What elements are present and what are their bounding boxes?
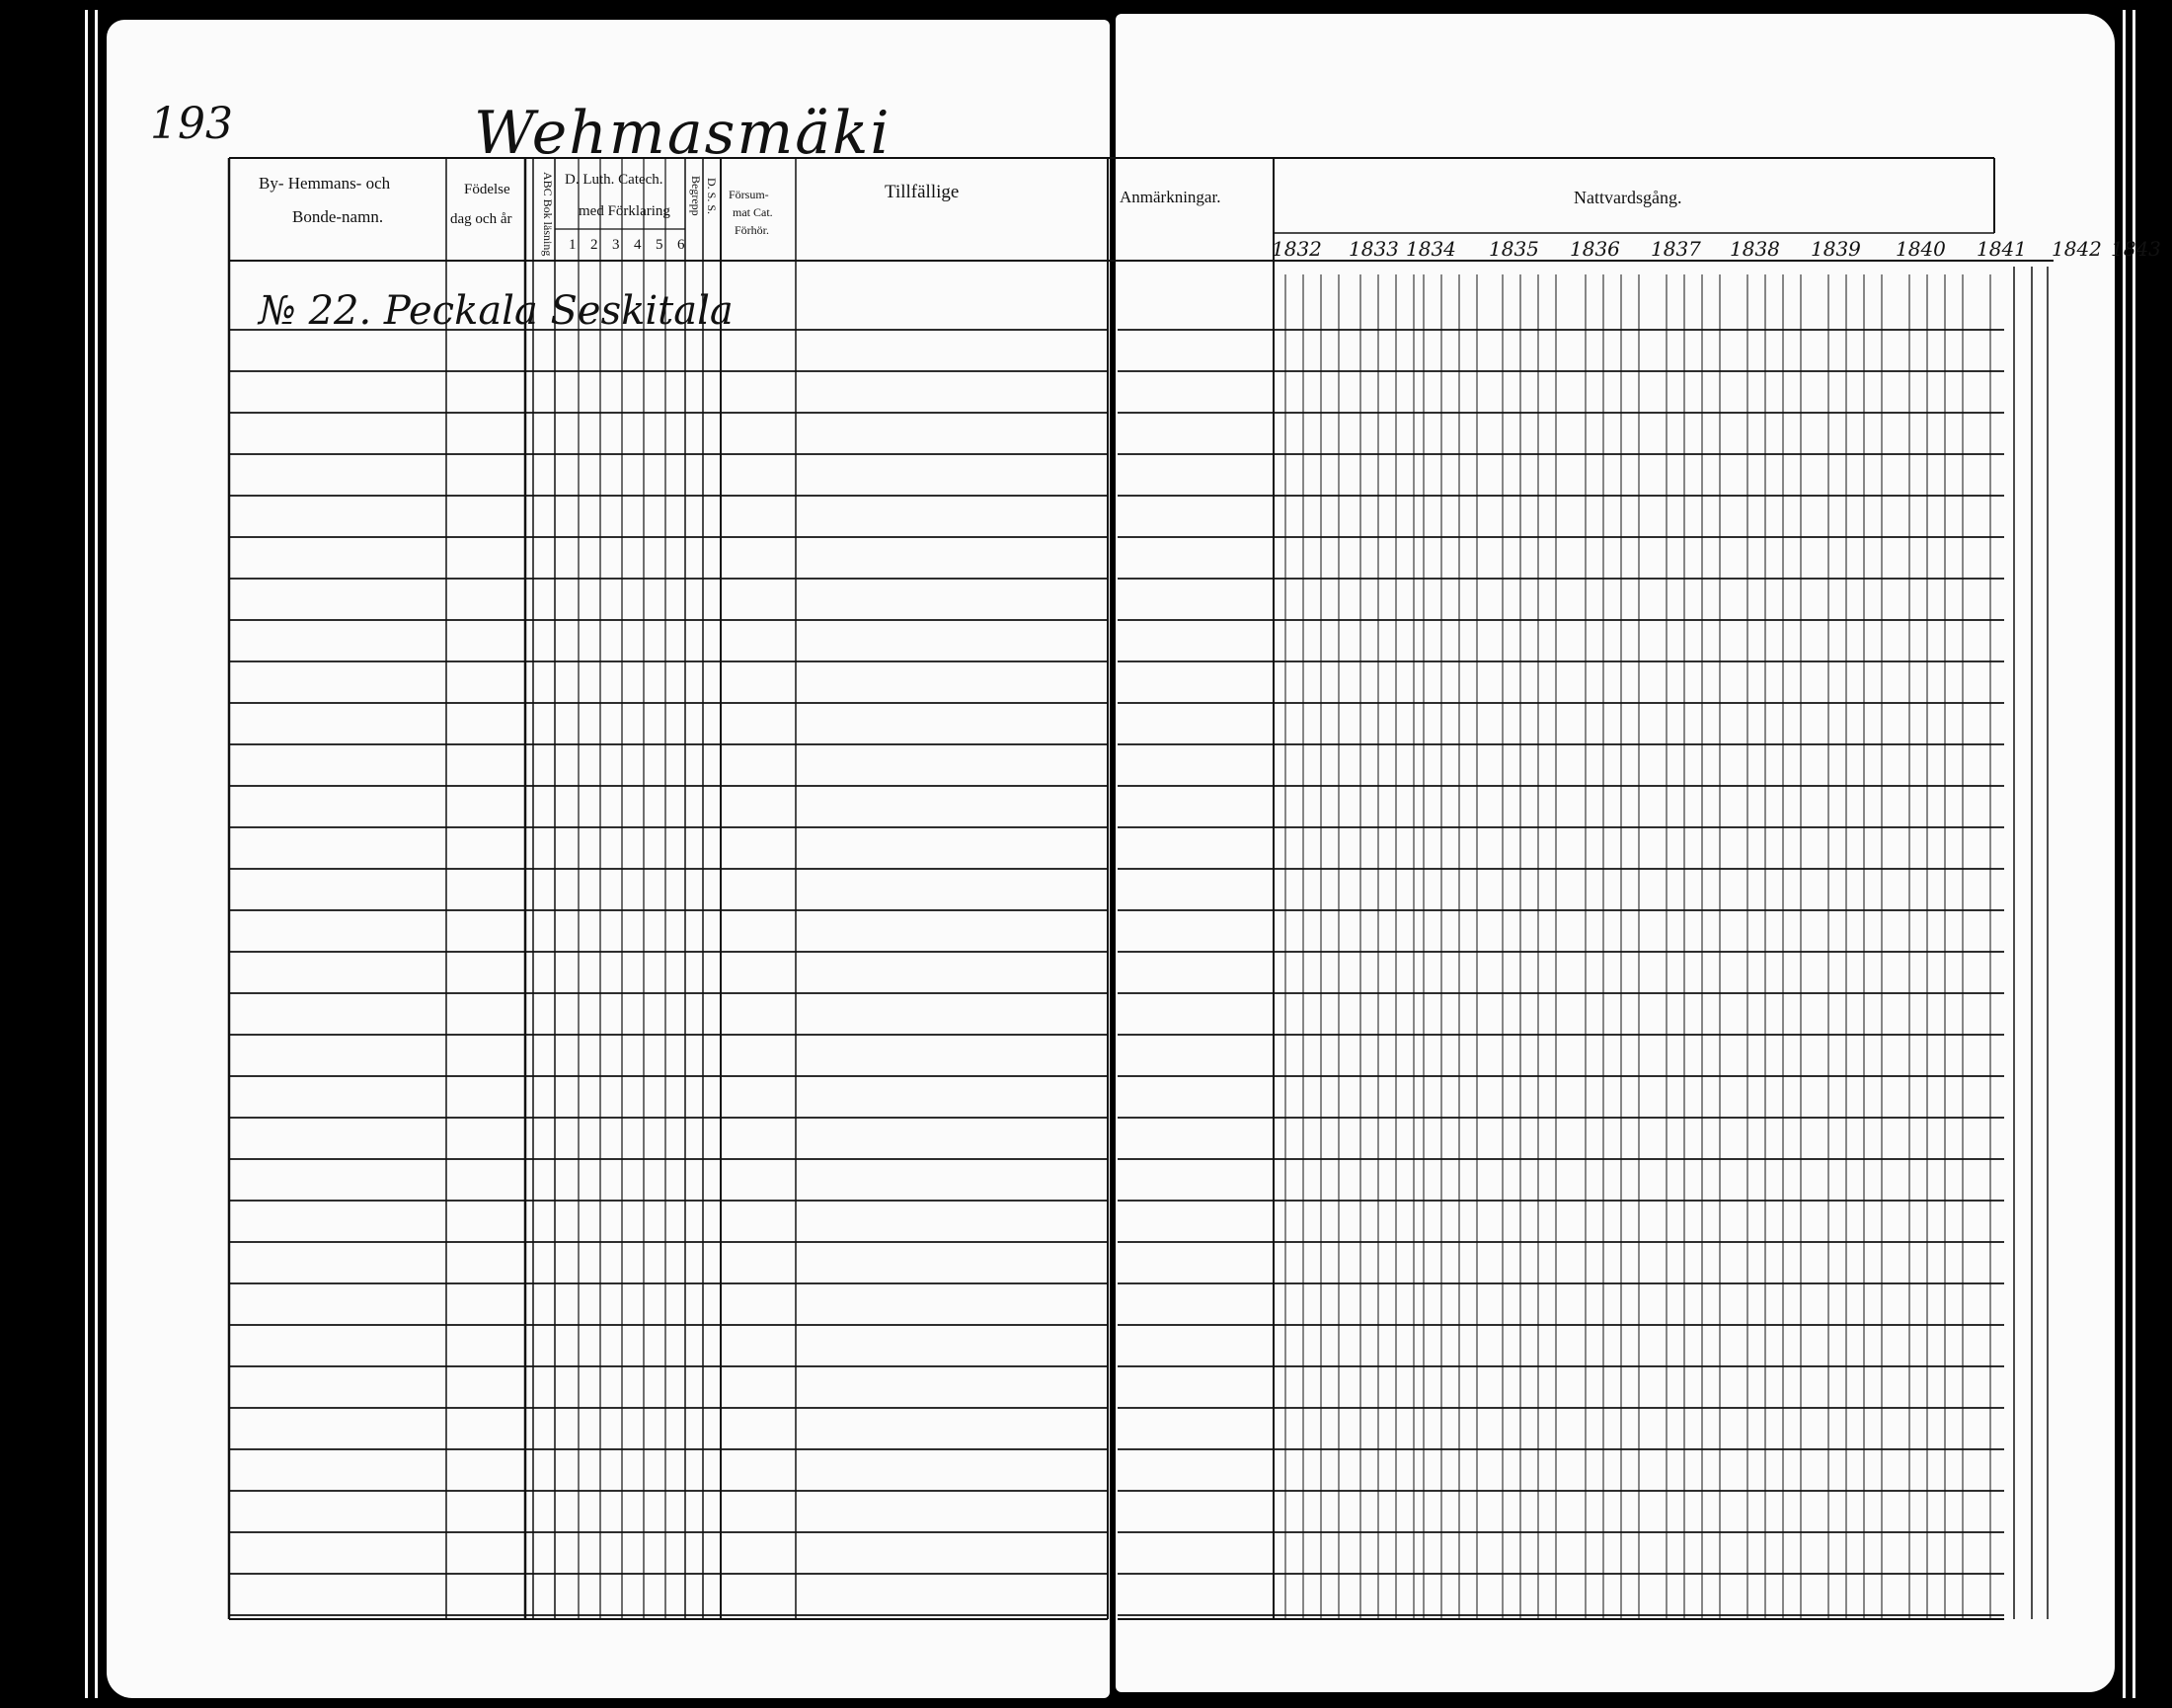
year-1840: 1840	[1896, 237, 1946, 261]
header-missed-line1: Försum-	[729, 188, 769, 201]
year-1843: 1843	[2111, 237, 2161, 261]
header-temporary: Tillfällige	[885, 182, 960, 202]
page-number: 193	[150, 99, 233, 149]
catechism-number-3: 3	[612, 237, 620, 253]
year-1837: 1837	[1651, 237, 1701, 261]
year-1833: 1833	[1349, 237, 1399, 261]
header-communion: Nattvardsgång.	[1574, 188, 1682, 207]
header-village-name-line1: By- Hemmans- och	[259, 174, 391, 193]
right-page-grid	[796, 158, 2054, 1619]
header-begrepp: Begrepp	[689, 176, 703, 216]
year-1841: 1841	[1977, 237, 2027, 261]
header-missed-line2: mat Cat.	[733, 205, 773, 219]
header-birth-line2: dag och år	[450, 211, 512, 227]
header-catechism-line1: D. Luth. Catech.	[565, 172, 663, 188]
year-1838: 1838	[1730, 237, 1780, 261]
catechism-number-5: 5	[656, 237, 663, 253]
year-1842: 1842	[2052, 237, 2102, 261]
header-remarks: Anmärkningar.	[1120, 188, 1221, 206]
header-catechism-line2: med Förklaring	[579, 203, 670, 219]
left-page-grid	[229, 158, 1108, 1619]
catechism-number-6: 6	[677, 237, 685, 253]
header-abc-book: ABC Bok läsning	[541, 172, 555, 257]
year-1836: 1836	[1570, 237, 1620, 261]
header-dss: D. S. S.	[705, 178, 719, 215]
header-village-name-line2: Bonde-namn.	[292, 207, 384, 226]
header-missed-line3: Förhör.	[735, 223, 770, 237]
year-1835: 1835	[1489, 237, 1539, 261]
village-title: Wehmasmäki	[474, 99, 892, 168]
catechism-number-4: 4	[634, 237, 642, 253]
year-1832: 1832	[1272, 237, 1322, 261]
catechism-number-2: 2	[590, 237, 598, 253]
header-birth-line1: Födelse	[464, 182, 510, 197]
year-1839: 1839	[1811, 237, 1861, 261]
catechism-number-1: 1	[569, 237, 577, 253]
entry-household: № 22. Peckala Seskitala	[259, 288, 734, 334]
year-1834: 1834	[1406, 237, 1456, 261]
